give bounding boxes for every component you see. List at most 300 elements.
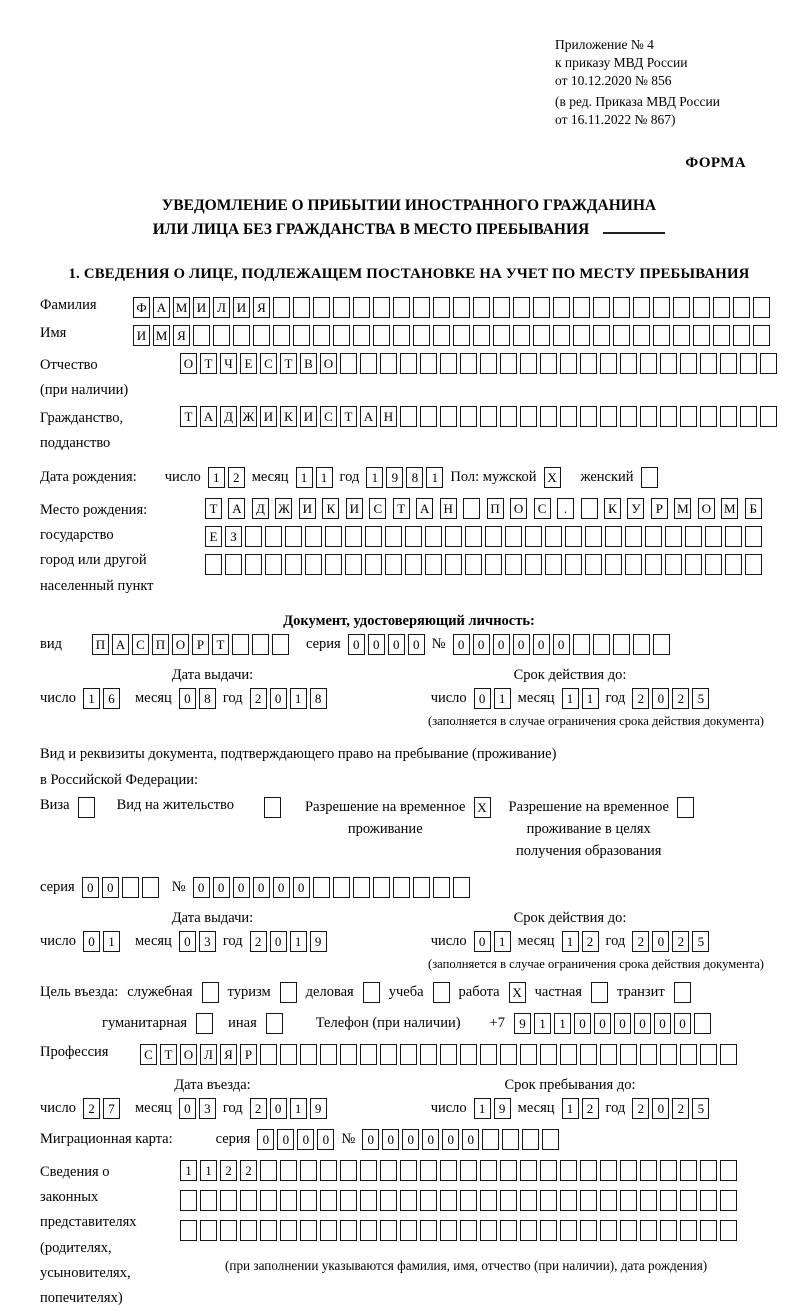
char-box[interactable] — [593, 634, 610, 655]
char-box[interactable] — [293, 325, 310, 346]
char-box[interactable] — [581, 498, 598, 519]
title-blank-line[interactable] — [603, 218, 665, 234]
char-box[interactable]: 2 — [228, 467, 245, 488]
char-box[interactable]: Т — [340, 406, 357, 427]
char-box[interactable] — [513, 325, 530, 346]
representatives-boxes-row3[interactable] — [180, 1220, 737, 1241]
char-box[interactable]: Л — [200, 1044, 217, 1065]
char-box[interactable] — [513, 297, 530, 318]
char-box[interactable] — [142, 877, 159, 898]
char-box[interactable] — [285, 526, 302, 547]
char-box[interactable]: 2 — [672, 1098, 689, 1119]
char-box[interactable] — [333, 877, 350, 898]
char-box[interactable]: Н — [440, 498, 457, 519]
char-box[interactable] — [353, 877, 370, 898]
char-box[interactable] — [600, 353, 617, 374]
char-box[interactable] — [460, 406, 477, 427]
char-box[interactable] — [660, 1044, 677, 1065]
char-box[interactable] — [473, 297, 490, 318]
char-box[interactable]: С — [260, 353, 277, 374]
char-box[interactable] — [233, 325, 250, 346]
char-box[interactable] — [493, 325, 510, 346]
char-box[interactable] — [252, 634, 269, 655]
char-box[interactable] — [580, 1044, 597, 1065]
char-box[interactable] — [480, 1220, 497, 1241]
char-box[interactable]: 0 — [553, 634, 570, 655]
char-box[interactable] — [365, 554, 382, 575]
char-box[interactable]: 0 — [574, 1013, 591, 1034]
char-box[interactable] — [245, 554, 262, 575]
char-box[interactable] — [565, 554, 582, 575]
char-box[interactable] — [600, 1044, 617, 1065]
char-box[interactable] — [753, 325, 770, 346]
char-box[interactable] — [620, 1044, 637, 1065]
char-box[interactable] — [280, 982, 297, 1003]
char-box[interactable]: 0 — [102, 877, 119, 898]
stay-year-boxes[interactable] — [632, 1098, 709, 1119]
char-box[interactable] — [225, 554, 242, 575]
char-box[interactable] — [720, 406, 737, 427]
char-box[interactable]: 0 — [362, 1129, 379, 1150]
char-box[interactable] — [445, 526, 462, 547]
char-box[interactable] — [553, 297, 570, 318]
char-box[interactable]: 0 — [82, 877, 99, 898]
char-box[interactable] — [180, 1190, 197, 1211]
char-box[interactable]: О — [320, 353, 337, 374]
char-box[interactable]: 2 — [672, 931, 689, 952]
char-box[interactable] — [460, 1220, 477, 1241]
char-box[interactable] — [673, 325, 690, 346]
char-box[interactable]: А — [200, 406, 217, 427]
char-box[interactable] — [660, 1190, 677, 1211]
char-box[interactable] — [665, 526, 682, 547]
char-box[interactable]: . — [557, 498, 574, 519]
char-box[interactable]: 1 — [562, 931, 579, 952]
char-box[interactable] — [325, 526, 342, 547]
char-box[interactable] — [305, 526, 322, 547]
purpose-humanitarian-checkbox[interactable] — [196, 1013, 213, 1034]
char-box[interactable] — [580, 353, 597, 374]
char-box[interactable] — [196, 1013, 213, 1034]
char-box[interactable] — [633, 297, 650, 318]
char-box[interactable] — [493, 297, 510, 318]
sex-male-checkbox[interactable] — [544, 467, 561, 488]
char-box[interactable]: И — [133, 325, 150, 346]
char-box[interactable] — [525, 554, 542, 575]
char-box[interactable] — [500, 1220, 517, 1241]
char-box[interactable]: 9 — [310, 931, 327, 952]
char-box[interactable] — [540, 1220, 557, 1241]
char-box[interactable]: А — [360, 406, 377, 427]
char-box[interactable] — [593, 297, 610, 318]
char-box[interactable] — [325, 554, 342, 575]
char-box[interactable] — [440, 353, 457, 374]
char-box[interactable] — [400, 1220, 417, 1241]
char-box[interactable] — [673, 297, 690, 318]
char-box[interactable]: Д — [252, 498, 269, 519]
char-box[interactable]: С — [140, 1044, 157, 1065]
char-box[interactable]: 0 — [654, 1013, 671, 1034]
char-box[interactable] — [653, 297, 670, 318]
char-box[interactable]: Д — [220, 406, 237, 427]
char-box[interactable]: М — [153, 325, 170, 346]
char-box[interactable] — [540, 1190, 557, 1211]
char-box[interactable]: 0 — [408, 634, 425, 655]
char-box[interactable]: С — [534, 498, 551, 519]
char-box[interactable] — [700, 406, 717, 427]
char-box[interactable]: 1 — [208, 467, 225, 488]
char-box[interactable]: 0 — [382, 1129, 399, 1150]
migration-number-boxes[interactable] — [362, 1129, 559, 1150]
char-box[interactable] — [293, 297, 310, 318]
char-box[interactable]: 0 — [674, 1013, 691, 1034]
char-box[interactable]: З — [225, 526, 242, 547]
char-box[interactable] — [500, 1044, 517, 1065]
char-box[interactable] — [540, 1044, 557, 1065]
char-box[interactable]: Н — [380, 406, 397, 427]
char-box[interactable] — [641, 467, 658, 488]
char-box[interactable] — [745, 526, 762, 547]
char-box[interactable]: Т — [180, 406, 197, 427]
char-box[interactable]: 0 — [179, 931, 196, 952]
char-box[interactable]: 1 — [316, 467, 333, 488]
char-box[interactable]: У — [627, 498, 644, 519]
char-box[interactable] — [613, 297, 630, 318]
char-box[interactable] — [300, 1190, 317, 1211]
char-box[interactable] — [122, 877, 139, 898]
char-box[interactable]: 0 — [634, 1013, 651, 1034]
char-box[interactable]: 0 — [368, 634, 385, 655]
char-box[interactable] — [725, 526, 742, 547]
birth-year-boxes[interactable] — [366, 467, 443, 488]
char-box[interactable] — [280, 1190, 297, 1211]
char-box[interactable] — [453, 877, 470, 898]
char-box[interactable]: 5 — [692, 688, 709, 709]
char-box[interactable] — [694, 1013, 711, 1034]
char-box[interactable] — [272, 634, 289, 655]
char-box[interactable]: 0 — [273, 877, 290, 898]
char-box[interactable] — [420, 353, 437, 374]
char-box[interactable]: Л — [213, 297, 230, 318]
char-box[interactable] — [420, 406, 437, 427]
char-box[interactable]: 1 — [534, 1013, 551, 1034]
char-box[interactable] — [725, 554, 742, 575]
char-box[interactable]: А — [228, 498, 245, 519]
char-box[interactable] — [440, 1220, 457, 1241]
char-box[interactable] — [264, 797, 281, 818]
char-box[interactable] — [265, 526, 282, 547]
char-box[interactable] — [502, 1129, 519, 1150]
char-box[interactable] — [580, 1190, 597, 1211]
char-box[interactable] — [482, 1129, 499, 1150]
char-box[interactable]: X — [474, 797, 491, 818]
char-box[interactable]: 0 — [474, 688, 491, 709]
char-box[interactable]: И — [260, 406, 277, 427]
char-box[interactable] — [560, 1044, 577, 1065]
char-box[interactable] — [473, 325, 490, 346]
char-box[interactable]: 0 — [293, 877, 310, 898]
char-box[interactable] — [380, 1190, 397, 1211]
char-box[interactable]: И — [346, 498, 363, 519]
char-box[interactable]: К — [322, 498, 339, 519]
char-box[interactable] — [733, 297, 750, 318]
char-box[interactable] — [505, 526, 522, 547]
char-box[interactable] — [620, 406, 637, 427]
char-box[interactable]: 2 — [632, 1098, 649, 1119]
char-box[interactable] — [393, 325, 410, 346]
char-box[interactable] — [680, 1044, 697, 1065]
char-box[interactable]: Б — [745, 498, 762, 519]
char-box[interactable]: 1 — [366, 467, 383, 488]
char-box[interactable]: 0 — [473, 634, 490, 655]
char-box[interactable] — [625, 526, 642, 547]
purpose-tourism-checkbox[interactable] — [280, 982, 297, 1003]
name-boxes[interactable] — [133, 325, 770, 346]
char-box[interactable]: 0 — [179, 1098, 196, 1119]
char-box[interactable]: 0 — [270, 688, 287, 709]
char-box[interactable] — [400, 1044, 417, 1065]
char-box[interactable]: 0 — [513, 634, 530, 655]
char-box[interactable] — [193, 325, 210, 346]
char-box[interactable] — [720, 1190, 737, 1211]
char-box[interactable] — [540, 353, 557, 374]
char-box[interactable] — [505, 554, 522, 575]
char-box[interactable]: 2 — [250, 1098, 267, 1119]
res-valid-month-boxes[interactable] — [562, 931, 599, 952]
char-box[interactable]: О — [172, 634, 189, 655]
char-box[interactable] — [605, 526, 622, 547]
char-box[interactable]: 1 — [554, 1013, 571, 1034]
char-box[interactable] — [380, 353, 397, 374]
char-box[interactable]: М — [721, 498, 738, 519]
char-box[interactable] — [560, 353, 577, 374]
char-box[interactable] — [480, 406, 497, 427]
char-box[interactable]: 0 — [297, 1129, 314, 1150]
char-box[interactable]: 2 — [83, 1098, 100, 1119]
char-box[interactable]: 0 — [388, 634, 405, 655]
char-box[interactable]: П — [487, 498, 504, 519]
char-box[interactable] — [625, 554, 642, 575]
purpose-work-checkbox[interactable] — [509, 982, 526, 1003]
char-box[interactable] — [373, 325, 390, 346]
purpose-private-checkbox[interactable] — [591, 982, 608, 1003]
char-box[interactable] — [720, 1220, 737, 1241]
char-box[interactable]: А — [416, 498, 433, 519]
char-box[interactable] — [660, 406, 677, 427]
char-box[interactable] — [340, 353, 357, 374]
purpose-transit-checkbox[interactable] — [674, 982, 691, 1003]
char-box[interactable] — [405, 526, 422, 547]
char-box[interactable]: 1 — [83, 688, 100, 709]
res-number-boxes[interactable] — [193, 877, 470, 898]
char-box[interactable]: 2 — [220, 1160, 237, 1181]
char-box[interactable]: 1 — [290, 1098, 307, 1119]
entry-day-boxes[interactable] — [83, 1098, 120, 1119]
char-box[interactable]: М — [173, 297, 190, 318]
char-box[interactable]: 1 — [494, 931, 511, 952]
temp-residence-checkbox[interactable] — [474, 797, 491, 818]
char-box[interactable] — [680, 353, 697, 374]
res-issue-day-boxes[interactable] — [83, 931, 120, 952]
char-box[interactable] — [363, 982, 380, 1003]
char-box[interactable] — [713, 325, 730, 346]
char-box[interactable] — [266, 1013, 283, 1034]
char-box[interactable] — [313, 877, 330, 898]
char-box[interactable] — [420, 1190, 437, 1211]
char-box[interactable] — [453, 297, 470, 318]
char-box[interactable]: 9 — [494, 1098, 511, 1119]
doc-series-boxes[interactable] — [348, 634, 425, 655]
stay-day-boxes[interactable] — [474, 1098, 511, 1119]
char-box[interactable] — [585, 526, 602, 547]
char-box[interactable] — [520, 1190, 537, 1211]
char-box[interactable] — [380, 1220, 397, 1241]
char-box[interactable]: 5 — [692, 1098, 709, 1119]
doc-valid-day-boxes[interactable] — [474, 688, 511, 709]
char-box[interactable] — [413, 297, 430, 318]
char-box[interactable] — [460, 353, 477, 374]
char-box[interactable] — [500, 406, 517, 427]
char-box[interactable] — [213, 325, 230, 346]
char-box[interactable] — [340, 1220, 357, 1241]
char-box[interactable] — [460, 1190, 477, 1211]
entry-month-boxes[interactable] — [179, 1098, 216, 1119]
char-box[interactable]: 2 — [632, 688, 649, 709]
char-box[interactable]: В — [300, 353, 317, 374]
char-box[interactable]: М — [674, 498, 691, 519]
char-box[interactable]: 0 — [442, 1129, 459, 1150]
char-box[interactable] — [520, 1220, 537, 1241]
doc-valid-year-boxes[interactable] — [632, 688, 709, 709]
char-box[interactable] — [400, 1190, 417, 1211]
char-box[interactable]: 0 — [422, 1129, 439, 1150]
patronymic-boxes[interactable] — [180, 353, 777, 374]
char-box[interactable]: 0 — [652, 688, 669, 709]
char-box[interactable] — [353, 325, 370, 346]
char-box[interactable] — [273, 297, 290, 318]
birth-place-boxes-row3[interactable] — [205, 554, 762, 575]
char-box[interactable] — [545, 554, 562, 575]
char-box[interactable] — [753, 297, 770, 318]
char-box[interactable] — [565, 526, 582, 547]
char-box[interactable] — [485, 554, 502, 575]
char-box[interactable]: Т — [393, 498, 410, 519]
char-box[interactable] — [205, 554, 222, 575]
char-box[interactable]: 0 — [317, 1129, 334, 1150]
sex-female-checkbox[interactable] — [641, 467, 658, 488]
char-box[interactable]: 7 — [103, 1098, 120, 1119]
char-box[interactable] — [700, 1190, 717, 1211]
char-box[interactable]: X — [544, 467, 561, 488]
char-box[interactable] — [705, 554, 722, 575]
char-box[interactable] — [640, 353, 657, 374]
char-box[interactable] — [600, 1190, 617, 1211]
birth-month-boxes[interactable] — [296, 467, 333, 488]
char-box[interactable]: 1 — [562, 688, 579, 709]
char-box[interactable]: 0 — [83, 931, 100, 952]
char-box[interactable]: 0 — [213, 877, 230, 898]
char-box[interactable]: 1 — [426, 467, 443, 488]
char-box[interactable] — [405, 554, 422, 575]
char-box[interactable] — [460, 1044, 477, 1065]
char-box[interactable] — [202, 982, 219, 1003]
char-box[interactable]: 0 — [233, 877, 250, 898]
char-box[interactable] — [345, 526, 362, 547]
doc-kind-boxes[interactable] — [92, 634, 289, 655]
char-box[interactable] — [425, 554, 442, 575]
char-box[interactable] — [745, 554, 762, 575]
char-box[interactable] — [633, 634, 650, 655]
char-box[interactable] — [640, 1044, 657, 1065]
migration-series-boxes[interactable] — [257, 1129, 334, 1150]
char-box[interactable] — [253, 325, 270, 346]
char-box[interactable] — [633, 325, 650, 346]
char-box[interactable]: 2 — [582, 1098, 599, 1119]
char-box[interactable] — [260, 1190, 277, 1211]
char-box[interactable] — [445, 554, 462, 575]
char-box[interactable]: 2 — [672, 688, 689, 709]
char-box[interactable] — [660, 1220, 677, 1241]
char-box[interactable]: И — [299, 498, 316, 519]
char-box[interactable] — [345, 554, 362, 575]
char-box[interactable] — [200, 1220, 217, 1241]
purpose-other-checkbox[interactable] — [266, 1013, 283, 1034]
char-box[interactable]: 1 — [103, 931, 120, 952]
char-box[interactable] — [585, 554, 602, 575]
char-box[interactable] — [677, 797, 694, 818]
visa-checkbox[interactable] — [78, 797, 95, 818]
char-box[interactable]: Я — [253, 297, 270, 318]
char-box[interactable] — [425, 526, 442, 547]
char-box[interactable]: Ф — [133, 297, 150, 318]
char-box[interactable] — [385, 554, 402, 575]
char-box[interactable] — [380, 1044, 397, 1065]
char-box[interactable]: 2 — [582, 931, 599, 952]
char-box[interactable]: Ж — [240, 406, 257, 427]
char-box[interactable]: 0 — [453, 634, 470, 655]
char-box[interactable] — [360, 1190, 377, 1211]
profession-boxes[interactable] — [140, 1044, 737, 1065]
char-box[interactable] — [465, 554, 482, 575]
char-box[interactable]: О — [180, 1044, 197, 1065]
char-box[interactable] — [733, 325, 750, 346]
char-box[interactable] — [573, 325, 590, 346]
char-box[interactable]: 2 — [240, 1160, 257, 1181]
char-box[interactable] — [433, 297, 450, 318]
char-box[interactable]: 1 — [200, 1160, 217, 1181]
char-box[interactable]: С — [369, 498, 386, 519]
char-box[interactable] — [285, 554, 302, 575]
char-box[interactable] — [693, 297, 710, 318]
char-box[interactable]: 1 — [180, 1160, 197, 1181]
char-box[interactable] — [313, 297, 330, 318]
char-box[interactable]: 2 — [632, 931, 649, 952]
char-box[interactable]: 0 — [652, 931, 669, 952]
char-box[interactable] — [740, 353, 757, 374]
char-box[interactable]: Ж — [275, 498, 292, 519]
char-box[interactable]: X — [509, 982, 526, 1003]
char-box[interactable] — [433, 325, 450, 346]
char-box[interactable]: П — [92, 634, 109, 655]
char-box[interactable]: 0 — [270, 1098, 287, 1119]
char-box[interactable] — [393, 297, 410, 318]
char-box[interactable] — [620, 1190, 637, 1211]
char-box[interactable]: 0 — [474, 931, 491, 952]
char-box[interactable] — [545, 526, 562, 547]
phone-digit-boxes[interactable] — [514, 1013, 711, 1034]
char-box[interactable] — [620, 1220, 637, 1241]
doc-issue-month-boxes[interactable] — [179, 688, 216, 709]
